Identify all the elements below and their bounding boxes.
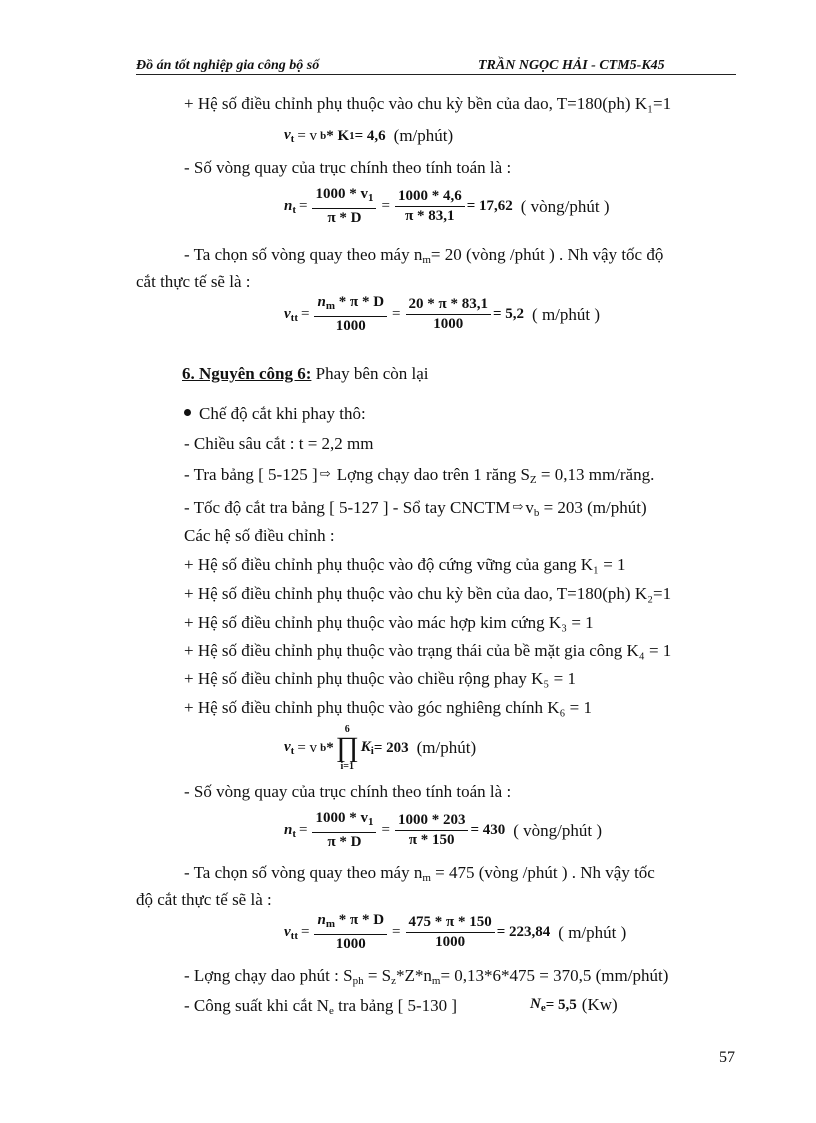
page-header — [136, 54, 736, 75]
cutting-power-line: - Công suất khi cắt $N_e$ tra bảng [ 5-130 ] — [184, 996, 458, 1017]
coefficient-line-k4: + Hệ số điều chỉnh phụ thuộc vào trạng thái của bề mặt gia công K₄ = 1 — [184, 641, 672, 660]
spindle-speed-calc-label-1: - Số vòng quay của trục chính theo tính toán là : — [184, 158, 512, 177]
page-number: 57 — [719, 1049, 735, 1066]
feed-per-tooth-line: - Tra bảng [ 5-125 ] ⇨ Lợng chạy dao trên 1 răng $S_Z = 0,13$ mm/răng. — [184, 465, 655, 486]
arrow-right-icon: ⇨ — [319, 466, 331, 481]
coefficient-line-k1-tool-life: + Hệ số điều chỉnh phụ thuộc vào chu kỳ bền của dao, T=180(ph) K₁=1 — [184, 94, 672, 113]
header-left-text: Đồ án tốt nghiệp gia công bộ số — [136, 58, 320, 73]
formula-cutting-speed-1: $v_t$ = v b * K 1 = 4,6 (m/phút) — [284, 126, 454, 145]
formula-cutting-speed-2: $v_t$ = v b * 6 ∏ i=1 $K_i$ = 203 (m/phút) — [284, 724, 477, 772]
formula-cutting-power: $N_e$ = 5,5 (Kw) — [530, 995, 618, 1014]
machine-speed-selection-paragraph-1: - Ta chọn số vòng quay theo máy $n_m= 20$ (vòng /phút ) . Nh vậy tốc độ cắt thực tế sẽ là : — [136, 245, 664, 291]
coefficient-line-k1: + Hệ số điều chỉnh phụ thuộc vào độ cứng vững của gang K₁ = 1 — [184, 555, 626, 574]
coefficient-line-k3: + Hệ số điều chỉnh phụ thuộc vào mác hợp kim cứng K₃ = 1 — [184, 613, 594, 632]
formula-spindle-speed-2: $n_t$ = $\frac{1000 * v_1}{\pi * D}$ = $\frac{1000 * 203}{\pi * 150}$ = 430 ( vòng/phút ) — [284, 810, 603, 850]
bullet-icon — [184, 409, 191, 416]
formula-spindle-speed-1: $n_t$ = $\frac{1000 * v_1}{\pi * D}$ = $\frac{1000 * 4,6}{\pi * 83,1}$ = 17,62 ( vòng/phút ) — [284, 186, 610, 226]
feed-per-minute-line: - Lợng chạy dao phút : $S_{ph} = S_z*Z*n_m= 0,13*6*475 = 370,5$ (mm/phút) — [184, 966, 669, 987]
coefficient-line-k2: + Hệ số điều chỉnh phụ thuộc vào chu kỳ bền của dao, T=180(ph) K₂=1 — [184, 584, 672, 603]
machine-speed-selection-paragraph-2: - Ta chọn số vòng quay theo máy $n_m = 475$ (vòng /phút ) . Nh vậy tốc độ cắt thực tế sẽ là : — [136, 863, 655, 909]
coefficient-line-k6: + Hệ số điều chỉnh phụ thuộc vào góc nghiêng chính K₆ = 1 — [184, 698, 592, 717]
header-right-text: TRẦN NGỌC HẢI - CTM5-K45 — [478, 58, 665, 73]
arrow-right-icon: ⇨ — [512, 499, 524, 514]
section-title-operation-6: 6. Nguyên công 6: Phay bên còn lại — [182, 364, 429, 383]
formula-actual-speed-1: $v_{tt}$ = $\frac{n_m * \pi * D}{1000}$ = $\frac{20 * \pi * 83,1}{1000}$ = 5,2 ( m/phút ) — [284, 294, 601, 334]
coefficients-heading: Các hệ số điều chỉnh : — [184, 526, 335, 545]
rough-milling-heading: Chế độ cắt khi phay thô: — [184, 404, 366, 424]
table-cutting-speed-line: - Tốc độ cắt tra bảng [ 5-127 ] - Sổ tay CNCTM ⇨ $v_b = 203$ (m/phút) — [184, 498, 647, 519]
spindle-speed-calc-label-2: - Số vòng quay của trục chính theo tính toán là : — [184, 782, 512, 801]
cutting-depth-line: - Chiều sâu cắt : t = 2,2 mm — [184, 434, 374, 453]
formula-actual-speed-2: $v_{tt}$ = $\frac{n_m * \pi * D}{1000}$ = $\frac{475 * \pi * 150}{1000}$ = 223,84 ( m/phút ) — [284, 912, 627, 952]
coefficient-line-k5: + Hệ số điều chỉnh phụ thuộc vào chiều rộng phay K₅ = 1 — [184, 669, 576, 688]
